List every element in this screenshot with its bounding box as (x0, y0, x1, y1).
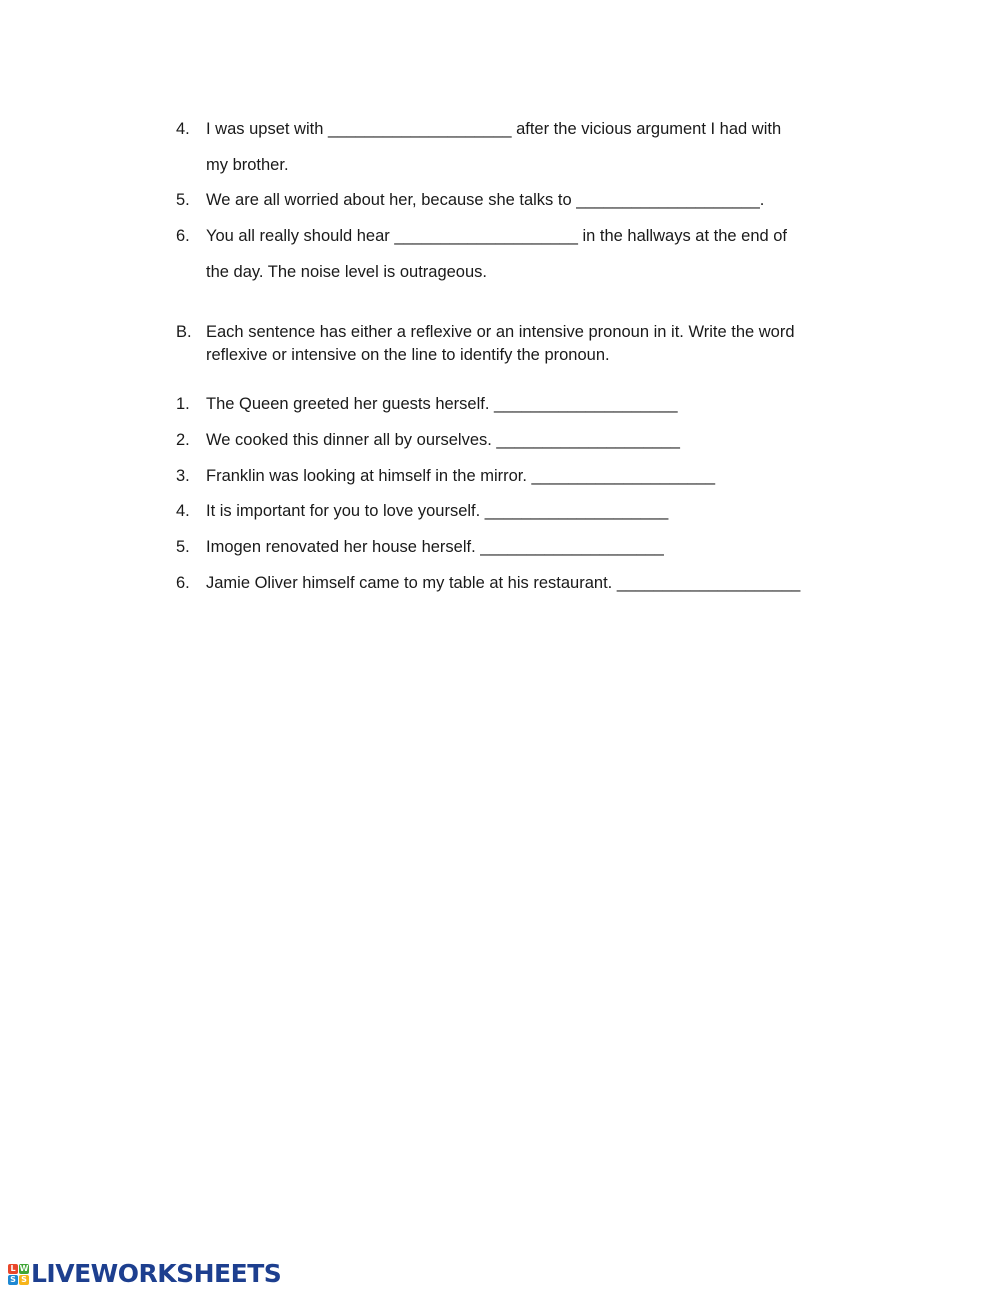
item-number: 2. (176, 431, 190, 449)
item-number: 5. (176, 538, 190, 556)
item-number: 4. (176, 120, 190, 138)
item-number: 6. (176, 227, 190, 245)
part-b-instructions (176, 321, 876, 367)
logo-mark-letter: L (8, 1264, 18, 1274)
instructions-line: Each sentence has either a reflexive or an intensive pronoun in it. Write the word (206, 323, 795, 341)
part-a-item-5 (176, 182, 866, 218)
item-number: 5. (176, 191, 190, 209)
item-text: It is important for you to love yourself. ____________________ (206, 502, 669, 520)
part-b-item-6 (176, 565, 866, 601)
logo-mark-icon (8, 1264, 29, 1285)
item-text: Imogen renovated her house herself. ____________________ (206, 538, 664, 556)
logo-mark-letter: W (19, 1263, 29, 1273)
item-number: 4. (176, 502, 190, 520)
part-b-item-4 (176, 493, 866, 529)
part-b-item-1 (176, 386, 866, 422)
logo-mark-letter: S (8, 1275, 18, 1285)
item-text: Jamie Oliver himself came to my table at his restaurant. ____________________ (206, 574, 801, 592)
item-text: Franklin was looking at himself in the mirror. ____________________ (206, 467, 716, 485)
part-b-item-2 (176, 422, 866, 458)
section-label: B. (176, 323, 192, 341)
item-text-line: the day. The noise level is outrageous. (206, 263, 487, 281)
part-b-item-3 (176, 458, 866, 494)
item-number: 6. (176, 574, 190, 592)
item-text: We cooked this dinner all by ourselves. ____________________ (206, 431, 680, 449)
item-text-line: We are all worried about her, because she talks to ____________________. (206, 191, 765, 209)
item-number: 3. (176, 467, 190, 485)
part-b-item-5 (176, 529, 866, 565)
logo-mark-letter: S (19, 1275, 29, 1285)
item-text-line: You all really should hear ____________________ in the hallways at the end of (206, 227, 788, 245)
liveworksheets-logo[interactable] (8, 1258, 281, 1290)
part-a-item-6 (176, 218, 866, 290)
logo-text: LIVEWORKSHEETS (31, 1259, 282, 1288)
item-text-line: I was upset with ____________________ after the vicious argument I had with (206, 120, 782, 138)
item-text-line: my brother. (206, 156, 289, 174)
item-number: 1. (176, 395, 190, 413)
instructions-line: reflexive or intensive on the line to identify the pronoun. (206, 346, 610, 364)
item-text: The Queen greeted her guests herself. ____________________ (206, 395, 678, 413)
part-a-item-4 (176, 111, 866, 183)
